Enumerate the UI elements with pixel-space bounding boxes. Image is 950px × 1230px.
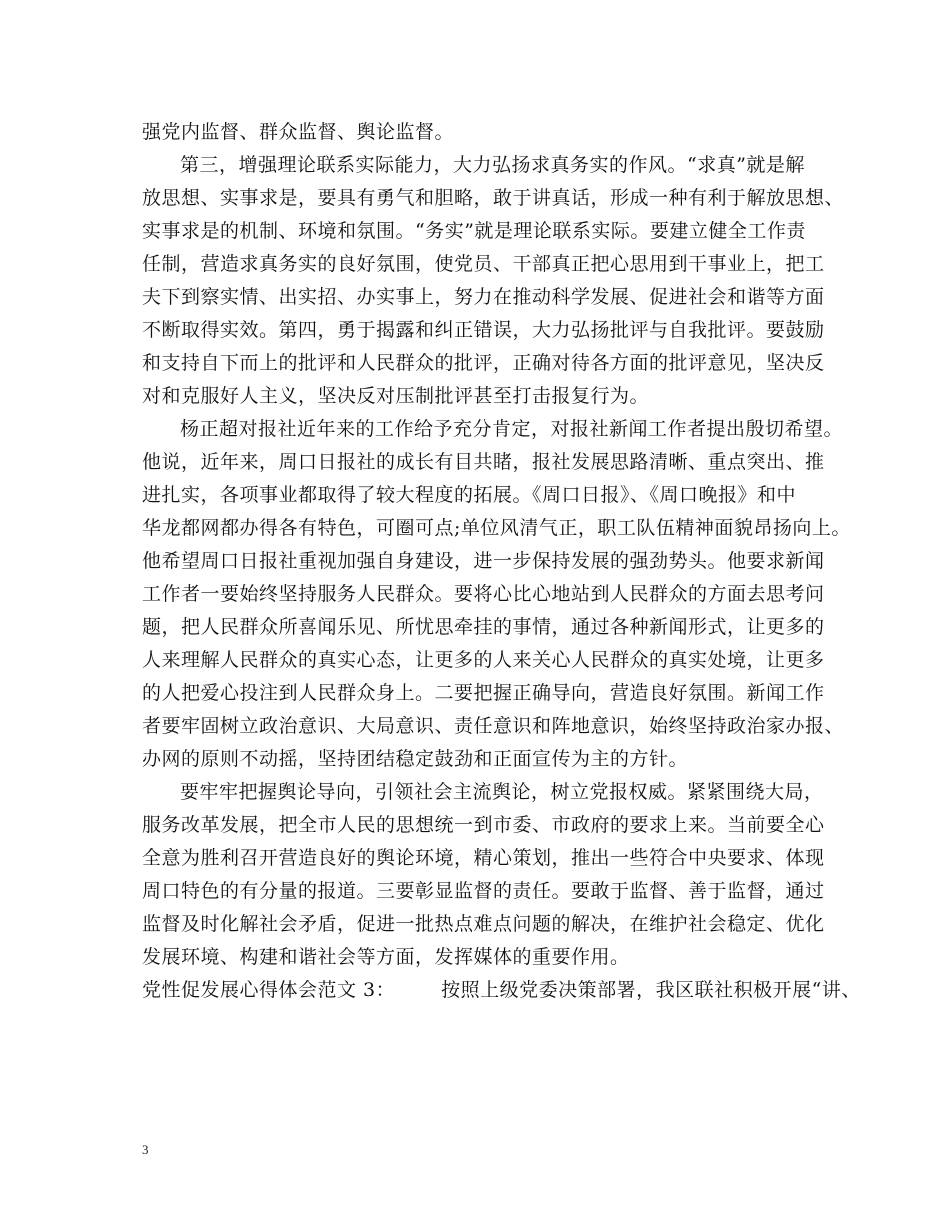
text-line: 周口特色的有分量的报道。三要彰显监督的责任。要敢于监督、善于监督，通过 <box>142 880 825 902</box>
paragraph-start-line: 要牢牢把握舆论导向，引领社会主流舆论，树立党报权威。紧紧围绕大局， <box>180 781 824 803</box>
text-line: 实事求是的机制、环境和氛围。“务实”就是理论联系实际。要建立健全工作责 <box>142 220 806 242</box>
text-line: 人来理解人民群众的真实心态，让更多的人来关心人民群众的真实处境，让更多 <box>142 649 825 671</box>
text-line: 工作者一要始终坚持服务人民群众。要将心比心地站到人民群众的方面去思考问 <box>142 583 825 605</box>
text-line: 的人把爱心投注到人民群众身上。二要把握正确导向，营造良好氛围。新闻工作 <box>142 682 825 704</box>
section-heading: 党性促发展心得体会范文 3： <box>142 979 396 1001</box>
text-line: 监督及时化解社会矛盾，促进一批热点难点问题的解决，在维护社会稳定、优化 <box>142 913 825 935</box>
text-line: 题，把人民群众所喜闻乐见、所忧思牵挂的事情，通过各种新闻形式，让更多的 <box>142 616 825 638</box>
text-line: 办网的原则不动摇，坚持团结稳定鼓劲和正面宣传为主的方针。 <box>142 748 689 770</box>
text-line: 夫下到察实情、出实招、办实事上，努力在推动科学发展、促进社会和谐等方面 <box>142 286 825 308</box>
text-line: 对和克服好人主义，坚决反对压制批评甚至打击报复行为。 <box>142 385 650 407</box>
text-line: 发展环境、构建和谐社会等方面，发挥媒体的重要作用。 <box>142 946 630 968</box>
text-line: 华龙都网都办得各有特色，可圈可点;单位风清气正，职工队伍精神面貌昂扬向上。 <box>142 517 851 539</box>
text-line: 任制，营造求真务实的良好氛围，使党员、干部真正把心思用到干事业上，把工 <box>142 253 825 275</box>
text-line: 他希望周口日报社重视加强自身建设，进一步保持发展的强劲势头。他要求新闻 <box>142 550 825 572</box>
text-line: 服务改革发展，把全市人民的思想统一到市委、市政府的要求上来。当前要全心 <box>142 814 825 836</box>
text-line: 进扎实，各项事业都取得了较大程度的拓展。《周口日报》、《周口晚报》和中 <box>142 484 797 506</box>
text-line: 他说，近年来，周口日报社的成长有目共睹，报社发展思路清晰、重点突出、推 <box>142 451 825 473</box>
text-line: 全意为胜利召开营造良好的舆论环境，精心策划，推出一些符合中央要求、体现 <box>142 847 825 869</box>
section-heading-line <box>142 978 861 1002</box>
text-line: 不断取得实效。第四，勇于揭露和纠正错误，大力弘扬批评与自我批评。要鼓励 <box>142 319 825 341</box>
paragraph-start-line: 杨正超对报社近年来的工作给予充分肯定，对报社新闻工作者提出殷切希望。 <box>180 418 844 440</box>
section-text: 按照上级党委决策部署，我区联社积极开展“讲、 <box>441 979 861 1001</box>
text-line: 强党内监督、群众监督、舆论监督。 <box>142 121 455 143</box>
text-line: 放思想、实事求是，要具有勇气和胆略，敢于讲真话，形成一种有利于解放思想、 <box>142 187 845 209</box>
page-number: 3 <box>142 1142 149 1157</box>
text-line: 者要牢固树立政治意识、大局意识、责任意识和阵地意识，始终坚持政治家办报、 <box>142 715 845 737</box>
text-line: 和支持自下而上的批评和人民群众的批评，正确对待各方面的批评意见，坚决反 <box>142 352 825 374</box>
paragraph-start-line: 第三，增强理论联系实际能力，大力弘扬求真务实的作风。“求真”就是解 <box>180 154 805 176</box>
